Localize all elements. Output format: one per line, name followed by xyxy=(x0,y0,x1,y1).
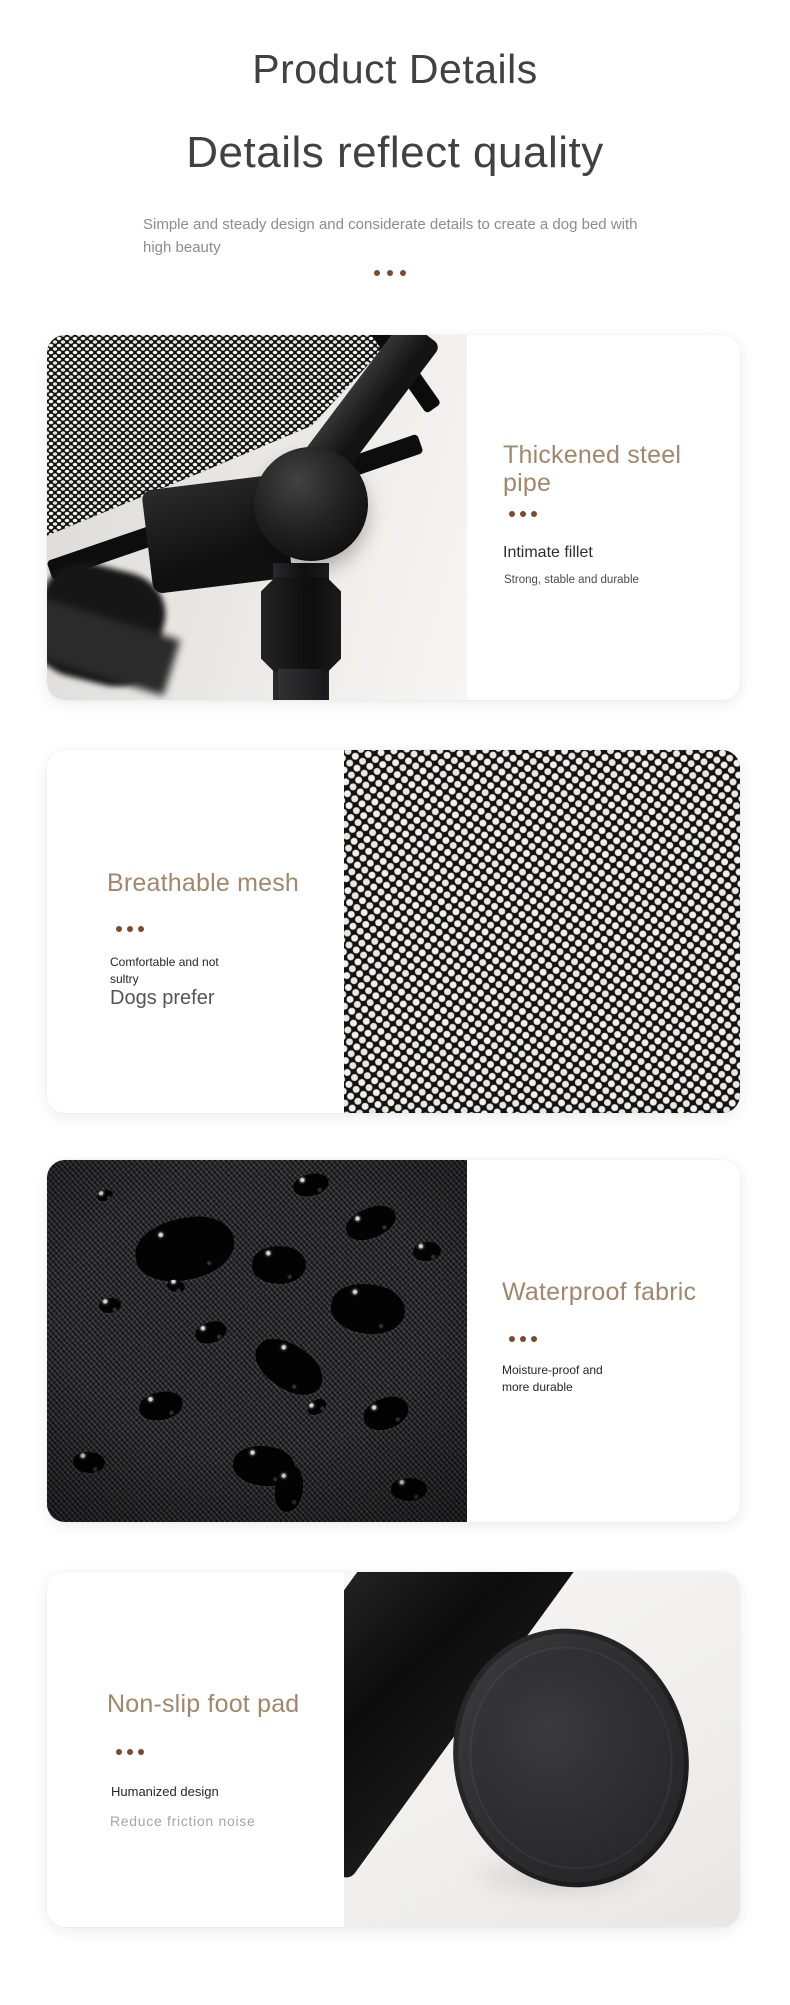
page-title: Product Details xyxy=(252,46,538,92)
pipe-sleeve xyxy=(261,577,341,673)
photo-vignette xyxy=(47,1160,467,1522)
section-card-foot-pad xyxy=(47,1572,740,1927)
ellipsis-dots-icon xyxy=(509,511,537,517)
foot-pad-photo xyxy=(344,1572,740,1927)
feature-subtext: Dogs prefer xyxy=(110,987,215,1009)
section-card-steel-pipe xyxy=(47,335,740,700)
feature-text: Intimate fillet xyxy=(503,544,593,561)
steel-pipe-corner-photo xyxy=(47,335,467,700)
section-title: Thickened steel pipe xyxy=(503,441,682,497)
lower-pipe xyxy=(278,669,325,700)
section-card-breathable-mesh xyxy=(47,750,740,1113)
page-description: Simple and steady design and considerate details to create a dog bed with high beauty xyxy=(143,216,638,257)
section-title: Waterproof fabric xyxy=(502,1278,697,1306)
waterproof-fabric-photo xyxy=(47,1160,467,1522)
section-title: Breathable mesh xyxy=(107,869,300,897)
feature-subtext: Reduce friction noise xyxy=(110,1813,256,1829)
breathable-mesh-photo xyxy=(344,750,740,1113)
ellipsis-dots-icon xyxy=(116,926,144,932)
feature-text: Humanized design xyxy=(111,1784,219,1799)
feature-text: Comfortable and not sultry xyxy=(110,955,219,986)
section-title: Non-slip foot pad xyxy=(107,1690,300,1718)
page-subtitle: Details reflect quality xyxy=(186,128,604,177)
section-card-waterproof-fabric xyxy=(47,1160,740,1522)
ellipsis-dots-icon xyxy=(509,1336,537,1342)
feature-text: Moisture-proof and more durable xyxy=(502,1363,603,1394)
mesh-pattern-graphic xyxy=(344,750,740,1113)
feature-subtext: Strong, stable and durable xyxy=(504,574,639,586)
ellipsis-dots-icon xyxy=(374,270,406,276)
ball-joint xyxy=(254,447,368,561)
ellipsis-dots-icon xyxy=(116,1749,144,1755)
